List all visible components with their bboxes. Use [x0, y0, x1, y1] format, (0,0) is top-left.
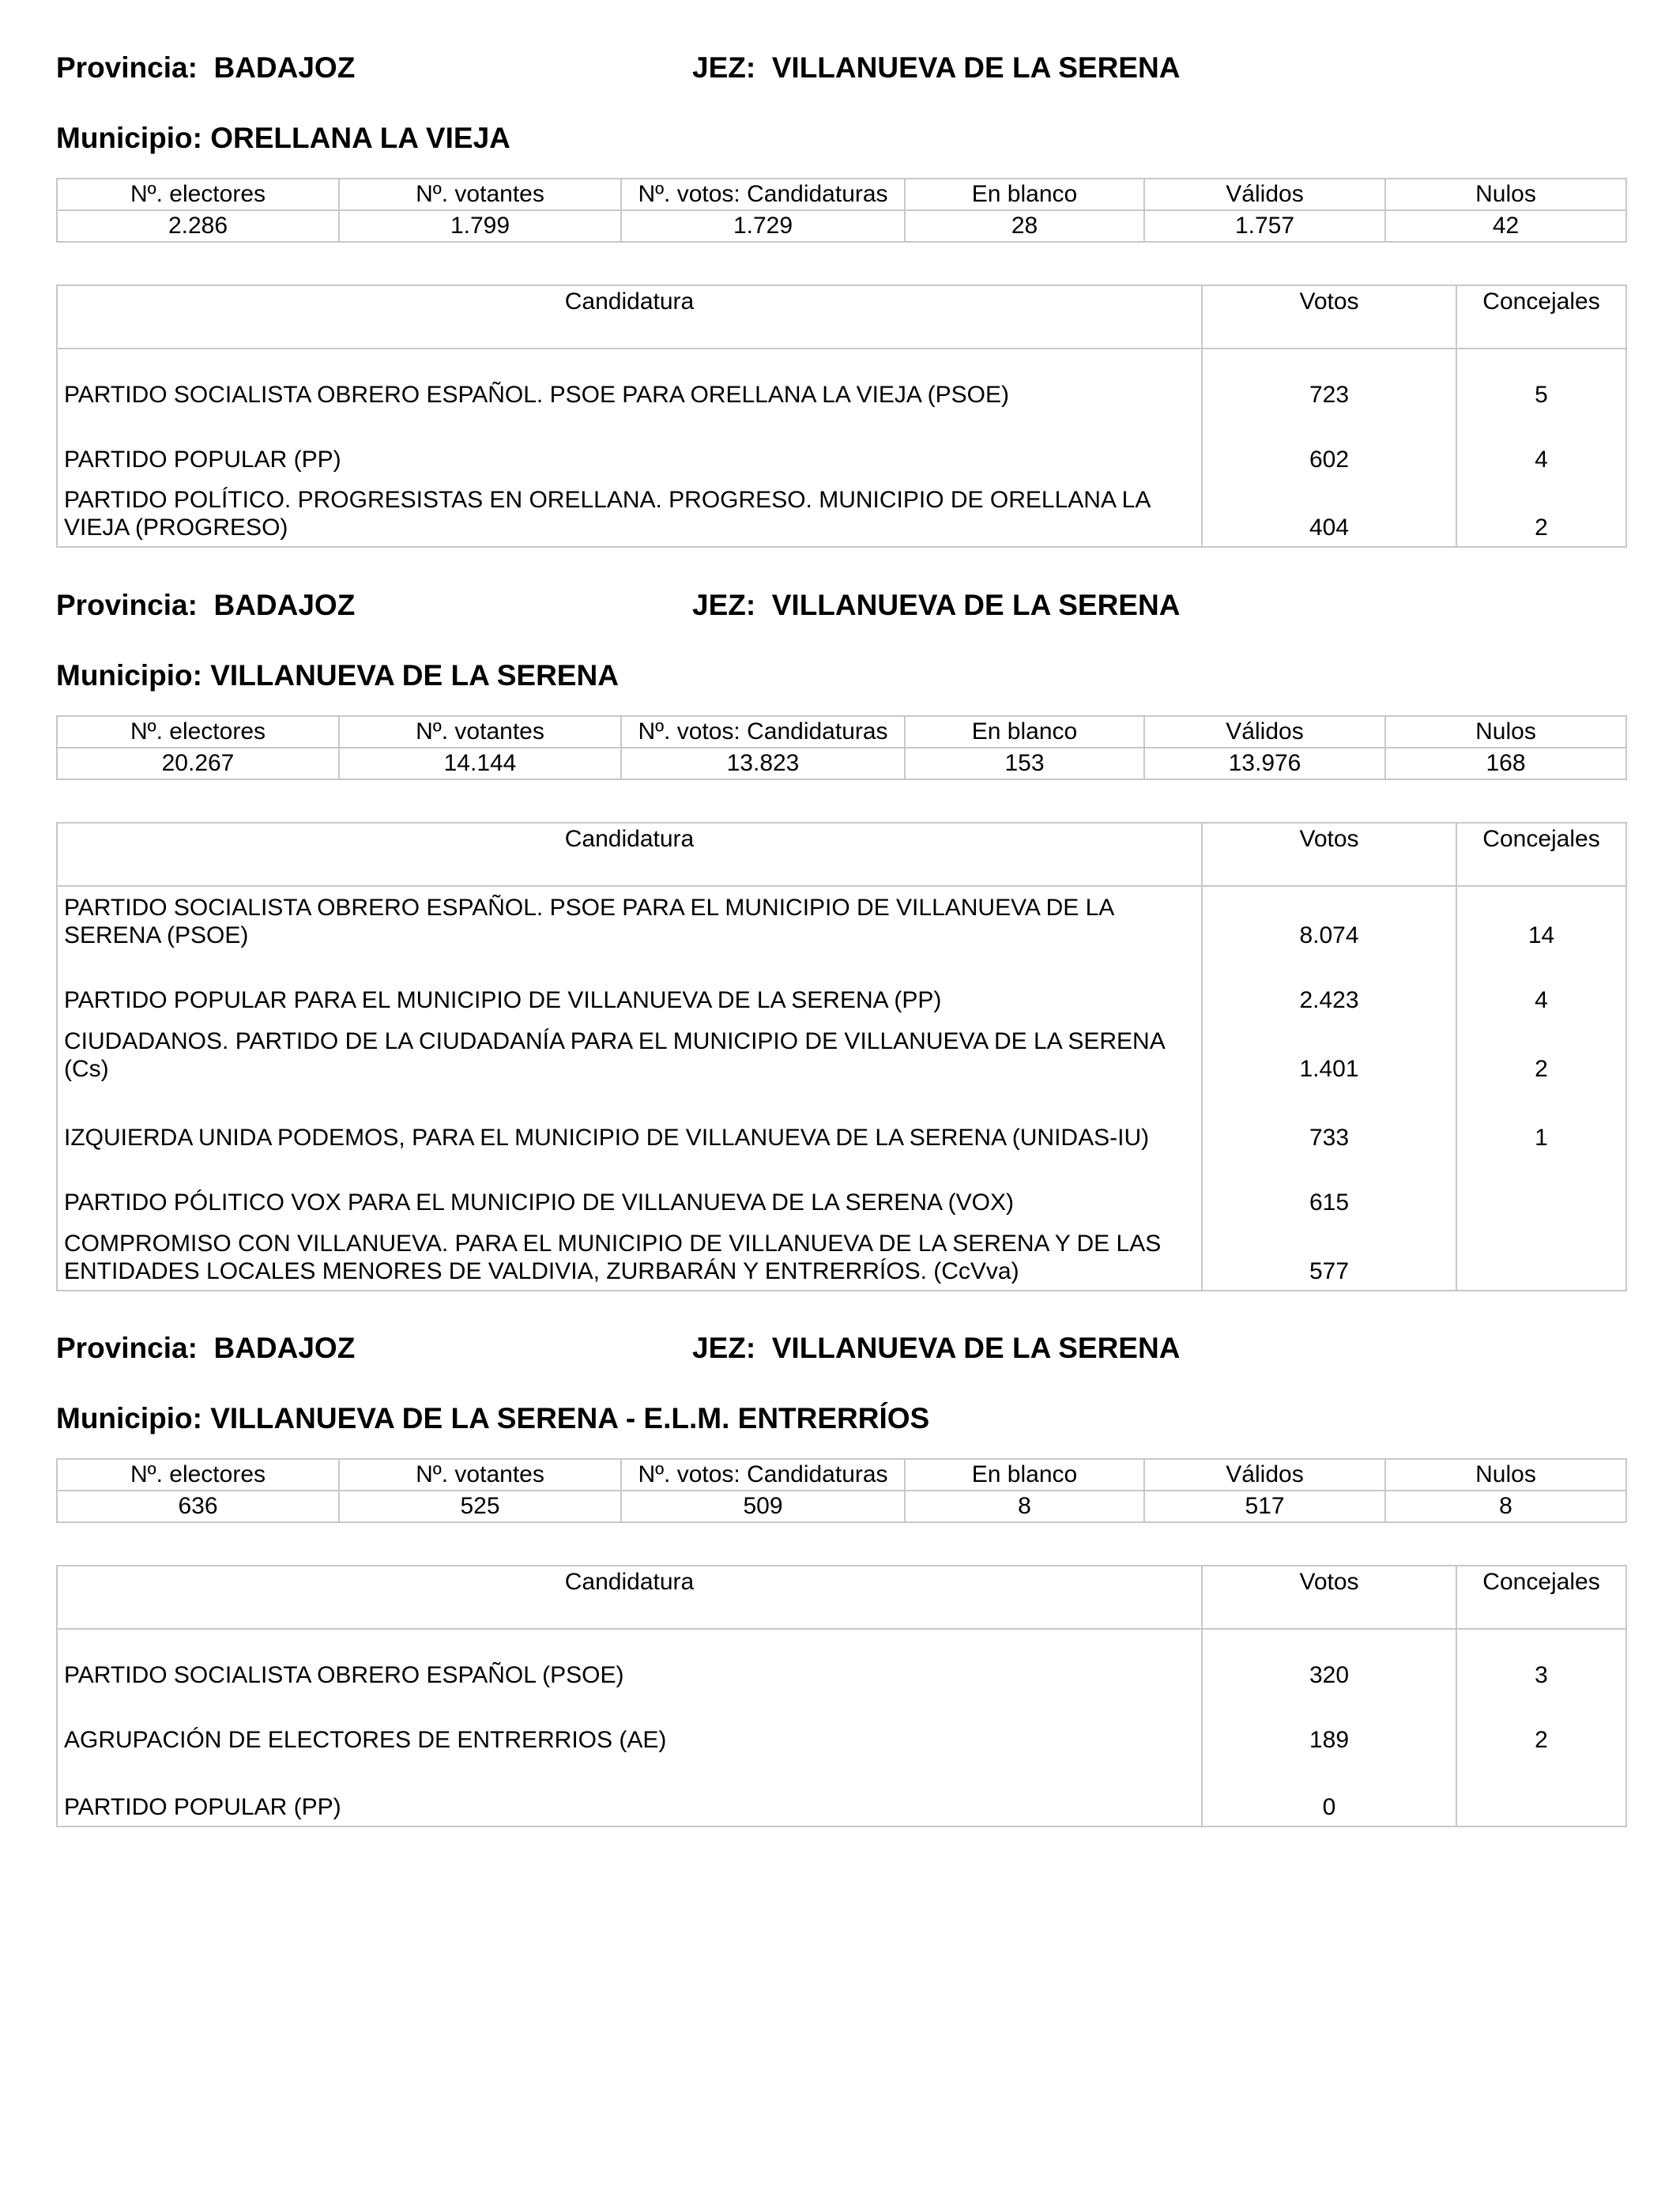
candidatura-name: PARTIDO SOCIALISTA OBRERO ESPAÑOL (PSOE): [57, 1629, 1202, 1694]
provincia-value: BADAJOZ: [213, 589, 356, 621]
municipio-heading: Municipio: VILLANUEVA DE LA SERENA - E.L.M. ENTRERRÍOS: [56, 1402, 930, 1434]
jez-value: VILLANUEVA DE LA SERENA: [771, 589, 1181, 621]
votos-candidaturas-header: Nº. votos: Candidaturas: [621, 1459, 905, 1491]
votos-header: Votos: [1202, 823, 1456, 886]
candidaturas-header-row: [57, 1566, 1626, 1629]
candidatura-votos: 1.401: [1202, 1019, 1456, 1088]
votos-candidaturas-header: Nº. votos: Candidaturas: [621, 716, 905, 748]
candidatura-row: [57, 1156, 1626, 1221]
candidatura-votos: 615: [1202, 1156, 1456, 1221]
candidatura-concejales: 1: [1456, 1088, 1626, 1156]
candidaturas-table: [56, 822, 1627, 1291]
provincia-heading: Provincia: BADAJOZ: [56, 1332, 356, 1364]
nulos-value: 168: [1385, 748, 1626, 779]
validos-header: Válidos: [1144, 716, 1385, 748]
candidatura-row: [57, 1629, 1626, 1694]
candidatura-concejales: 2: [1456, 478, 1626, 547]
nulos-header: Nulos: [1385, 716, 1626, 748]
candidatura-concejales: 2: [1456, 1694, 1626, 1759]
candidatura-votos: 733: [1202, 1088, 1456, 1156]
validos-value: 13.976: [1144, 748, 1385, 779]
jez-heading: JEZ: VILLANUEVA DE LA SERENA: [692, 1332, 1181, 1364]
candidatura-votos: 723: [1202, 349, 1456, 413]
candidatura-votos: 2.423: [1202, 954, 1456, 1019]
jez-value: VILLANUEVA DE LA SERENA: [771, 51, 1181, 84]
candidatura-name: PARTIDO POPULAR (PP): [57, 413, 1202, 478]
municipality-section-villanueva: [56, 586, 1625, 1298]
votantes-header: Nº. votantes: [339, 1459, 621, 1491]
candidatura-name: IZQUIERDA UNIDA PODEMOS, PARA EL MUNICIPIO DE VILLANUEVA DE LA SERENA (UNIDAS-IU): [57, 1088, 1202, 1156]
candidatura-concejales: 5: [1456, 349, 1626, 413]
en-blanco-header: En blanco: [905, 1459, 1144, 1491]
candidatura-row: [57, 1221, 1626, 1291]
en-blanco-value: 28: [905, 210, 1144, 242]
candidatura-row: [57, 478, 1626, 547]
concejales-header: Concejales: [1456, 823, 1626, 886]
jez-heading: JEZ: VILLANUEVA DE LA SERENA: [692, 51, 1181, 84]
jez-heading: JEZ: VILLANUEVA DE LA SERENA: [692, 589, 1181, 621]
provincia-heading: Provincia: BADAJOZ: [56, 51, 356, 84]
provincia-heading: Provincia: BADAJOZ: [56, 589, 356, 621]
en-blanco-header: En blanco: [905, 716, 1144, 748]
validos-header: Válidos: [1144, 179, 1385, 210]
candidatura-name: PARTIDO SOCIALISTA OBRERO ESPAÑOL. PSOE PARA ORELLANA LA VIEJA (PSOE): [57, 349, 1202, 413]
municipio-heading: Municipio: ORELLANA LA VIEJA: [56, 122, 510, 154]
candidatura-row: [57, 886, 1626, 954]
municipio-value: VILLANUEVA DE LA SERENA: [210, 659, 619, 692]
candidatura-votos: 189: [1202, 1694, 1456, 1759]
votos-candidaturas-value: 13.823: [621, 748, 905, 779]
candidatura-header: Candidatura: [57, 823, 1202, 886]
municipio-value: VILLANUEVA DE LA SERENA - E.L.M. ENTRERRÍOS: [210, 1402, 930, 1434]
nulos-header: Nulos: [1385, 179, 1626, 210]
candidatura-name: PARTIDO POPULAR PARA EL MUNICIPIO DE VILLANUEVA DE LA SERENA (PP): [57, 954, 1202, 1019]
candidatura-concejales: [1456, 1156, 1626, 1221]
nulos-value: 8: [1385, 1491, 1626, 1522]
electores-value: 20.267: [57, 748, 339, 779]
section-header: [56, 1329, 1625, 1367]
candidatura-row: [57, 413, 1626, 478]
summary-header-row: [57, 1459, 1626, 1491]
summary-header-row: [57, 179, 1626, 210]
summary-value-row: [57, 1491, 1626, 1522]
candidatura-row: [57, 1759, 1626, 1826]
candidatura-header: Candidatura: [57, 285, 1202, 349]
candidatura-name: COMPROMISO CON VILLANUEVA. PARA EL MUNICIPIO DE VILLANUEVA DE LA SERENA Y DE LAS ENTIDADES LOCALES MENORES DE VALDIVIA, ZURBARÁN Y ENTRERRÍOS. (CcVva): [57, 1221, 1202, 1291]
candidatura-concejales: 14: [1456, 886, 1626, 954]
candidatura-votos: 8.074: [1202, 886, 1456, 954]
validos-header: Válidos: [1144, 1459, 1385, 1491]
nulos-value: 42: [1385, 210, 1626, 242]
candidatura-name: PARTIDO POLÍTICO. PROGRESISTAS EN ORELLANA. PROGRESO. MUNICIPIO DE ORELLANA LA VIEJA (PROGRESO): [57, 478, 1202, 547]
summary-table: [56, 715, 1627, 780]
candidatura-concejales: [1456, 1759, 1626, 1826]
validos-value: 1.757: [1144, 210, 1385, 242]
concejales-header: Concejales: [1456, 285, 1626, 349]
electores-header: Nº. electores: [57, 1459, 339, 1491]
candidatura-votos: 577: [1202, 1221, 1456, 1291]
votantes-value: 14.144: [339, 748, 621, 779]
candidatura-concejales: [1456, 1221, 1626, 1291]
candidatura-votos: 404: [1202, 478, 1456, 547]
candidatura-concejales: 4: [1456, 413, 1626, 478]
provincia-value: BADAJOZ: [213, 1332, 356, 1364]
jez-value: VILLANUEVA DE LA SERENA: [771, 1332, 1181, 1364]
summary-header-row: [57, 716, 1626, 748]
electores-header: Nº. electores: [57, 179, 339, 210]
votos-candidaturas-header: Nº. votos: Candidaturas: [621, 179, 905, 210]
votantes-header: Nº. votantes: [339, 716, 621, 748]
nulos-header: Nulos: [1385, 1459, 1626, 1491]
candidatura-concejales: 2: [1456, 1019, 1626, 1088]
concejales-header: Concejales: [1456, 1566, 1626, 1629]
electores-header: Nº. electores: [57, 716, 339, 748]
candidatura-row: [57, 954, 1626, 1019]
candidatura-row: [57, 1088, 1626, 1156]
municipio-value: ORELLANA LA VIEJA: [210, 122, 510, 154]
candidatura-concejales: 3: [1456, 1629, 1626, 1694]
en-blanco-header: En blanco: [905, 179, 1144, 210]
candidatura-row: [57, 1019, 1626, 1088]
candidatura-name: PARTIDO SOCIALISTA OBRERO ESPAÑOL. PSOE PARA EL MUNICIPIO DE VILLANUEVA DE LA SERENA (PSOE): [57, 886, 1202, 954]
candidatura-header: Candidatura: [57, 1566, 1202, 1629]
municipality-section-orellana: [56, 49, 1625, 547]
section-header: [56, 49, 1625, 87]
en-blanco-value: 153: [905, 748, 1144, 779]
section-header: [56, 586, 1625, 624]
provincia-value: BADAJOZ: [213, 51, 356, 84]
candidatura-votos: 320: [1202, 1629, 1456, 1694]
votos-candidaturas-value: 1.729: [621, 210, 905, 242]
votos-header: Votos: [1202, 285, 1456, 349]
candidatura-row: [57, 349, 1626, 413]
candidatura-name: CIUDADANOS. PARTIDO DE LA CIUDADANÍA PARA EL MUNICIPIO DE VILLANUEVA DE LA SERENA (Cs): [57, 1019, 1202, 1088]
en-blanco-value: 8: [905, 1491, 1144, 1522]
votantes-header: Nº. votantes: [339, 179, 621, 210]
votos-candidaturas-value: 509: [621, 1491, 905, 1522]
validos-value: 517: [1144, 1491, 1385, 1522]
municipio-heading: Municipio: VILLANUEVA DE LA SERENA: [56, 659, 619, 692]
summary-value-row: [57, 210, 1626, 242]
summary-value-row: [57, 748, 1626, 779]
candidatura-votos: 0: [1202, 1759, 1456, 1826]
candidatura-votos: 602: [1202, 413, 1456, 478]
candidaturas-table: [56, 285, 1627, 548]
candidaturas-header-row: [57, 823, 1626, 886]
candidatura-row: [57, 1694, 1626, 1759]
summary-table: [56, 178, 1627, 243]
municipality-section-entrerrios: [56, 1329, 1625, 1835]
candidatura-name: PARTIDO PÓLITICO VOX PARA EL MUNICIPIO DE VILLANUEVA DE LA SERENA (VOX): [57, 1156, 1202, 1221]
candidatura-name: PARTIDO POPULAR (PP): [57, 1759, 1202, 1826]
votos-header: Votos: [1202, 1566, 1456, 1629]
votantes-value: 1.799: [339, 210, 621, 242]
candidatura-name: AGRUPACIÓN DE ELECTORES DE ENTRERRIOS (AE): [57, 1694, 1202, 1759]
votantes-value: 525: [339, 1491, 621, 1522]
electores-value: 636: [57, 1491, 339, 1522]
summary-table: [56, 1458, 1627, 1523]
candidaturas-table: [56, 1565, 1627, 1827]
candidaturas-header-row: [57, 285, 1626, 349]
electores-value: 2.286: [57, 210, 339, 242]
candidatura-concejales: 4: [1456, 954, 1626, 1019]
